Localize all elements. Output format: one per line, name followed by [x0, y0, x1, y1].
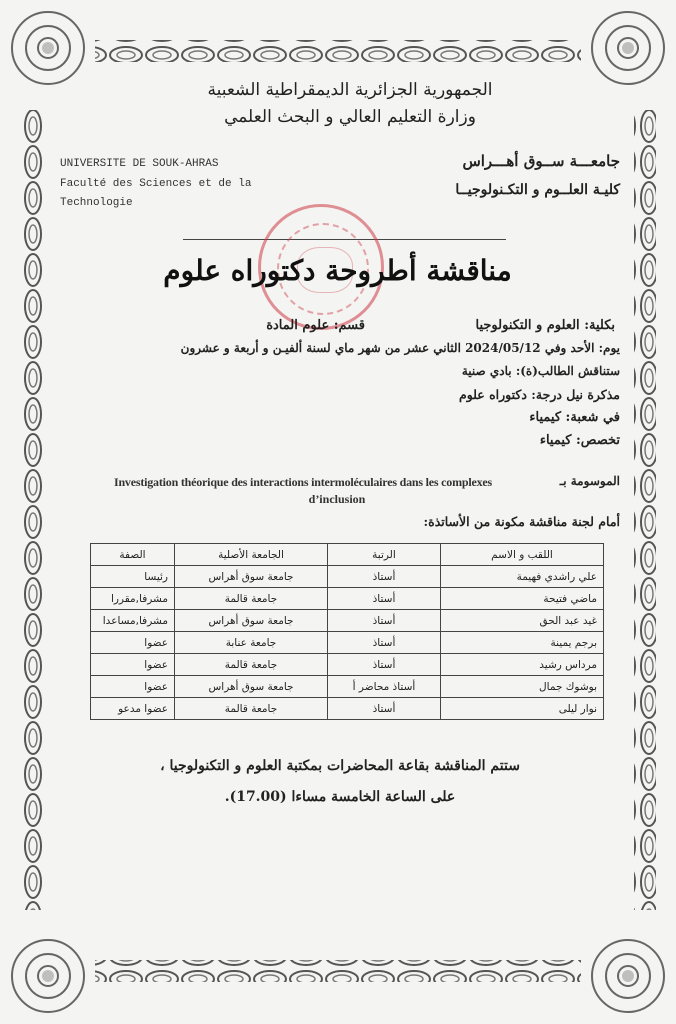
degree-line: مذكرة نيل درجة: دكتوراه علوم: [458, 387, 620, 402]
specialty-line: تخصص: كيمياء: [539, 433, 620, 448]
member-role: رئيسا: [91, 566, 175, 588]
table-header-row: [91, 544, 604, 566]
faculty-name-fr-line1: Faculté des Sciences et de la: [60, 178, 252, 190]
table-row: [91, 654, 604, 676]
member-university: جامعة سوق أهراس: [175, 610, 328, 632]
member-name: علي راشدي فهيمة: [441, 566, 604, 588]
thesis-title-line2: d’inclusion: [308, 492, 366, 506]
member-name: مرداس رشيد: [441, 654, 604, 676]
table-row: [91, 698, 604, 720]
member-role: عضوا: [91, 676, 175, 698]
member-rank: أستاذ: [328, 632, 441, 654]
faculty-name-fr-line2: Technologie: [60, 197, 133, 209]
table-row: [91, 676, 604, 698]
faculty-line: بكلية: العلوم و التكنولوجيا: [475, 318, 615, 333]
member-name: نوار ليلى: [441, 698, 604, 720]
member-name: غيد عبد الحق: [441, 610, 604, 632]
table-row: [91, 588, 604, 610]
member-university: جامعة قالمة: [175, 654, 328, 676]
page-title: مناقشة أطروحة دكتوراه علوم: [163, 254, 512, 287]
member-role: عضوا: [91, 654, 175, 676]
member-name: برجم يمينة: [441, 632, 604, 654]
university-name-ar: جامعـــة ســوق أهـــراس: [462, 152, 620, 170]
time-line: على الساعة الخامسة مساءا (17.00).: [224, 789, 456, 805]
member-name: بوشوك جمال: [441, 676, 604, 698]
ministry-heading: وزارة التعليم العالي و البحث العلمي: [224, 107, 476, 127]
candidate-line: ستناقش الطالب(ة): بادي صنية: [461, 364, 620, 378]
member-university: جامعة سوق أهراس: [175, 676, 328, 698]
member-rank: أستاذ: [328, 698, 441, 720]
header-name: اللقب و الاسم: [441, 544, 604, 566]
member-role: عضوا مدعو: [91, 698, 175, 720]
member-rank: أستاذ: [328, 610, 441, 632]
header-role: الصفة: [91, 544, 175, 566]
table-row: [91, 632, 604, 654]
faculty-name-ar: كليـة العلــوم و التكـنولوجيــا: [455, 182, 620, 198]
member-university: جامعة قالمة: [175, 698, 328, 720]
venue-line: ستتم المناقشة بقاعة المحاضرات بمكتبة العلوم و التكنولوجيا ،: [160, 758, 520, 774]
member-university: جامعة سوق أهراس: [175, 566, 328, 588]
committee-table: [90, 543, 604, 720]
member-role: عضوا: [91, 632, 175, 654]
table-row: [91, 566, 604, 588]
member-rank: أستاذ: [328, 588, 441, 610]
member-role: مشرفا,مقررا: [91, 588, 175, 610]
member-rank: أستاذ: [328, 566, 441, 588]
member-university: جامعة قالمة: [175, 588, 328, 610]
header-rank: الرتبة: [328, 544, 441, 566]
member-rank: أستاذ: [328, 654, 441, 676]
committee-intro: أمام لجنة مناقشة مكونة من الأساتذة:: [423, 514, 620, 529]
department-line: قسم: علوم المادة: [266, 318, 365, 333]
university-name-fr: UNIVERSITE DE SOUK-AHRAS: [60, 158, 219, 170]
member-rank: أستاذ محاضر أ: [328, 676, 441, 698]
member-role: مشرفا,مساعدا: [91, 610, 175, 632]
member-name: ماضي فتيحة: [441, 588, 604, 610]
republic-heading: الجمهورية الجزائرية الديمقراطية الشعبية: [207, 80, 493, 100]
header-university: الجامعة الأصلية: [175, 544, 328, 566]
defense-date-line: يوم: الأحد وفي 2024/05/12 الثاني عشر من شهر ماي لسنة ألفيـن و أربعة و عشرون: [180, 341, 620, 355]
branch-line: في شعبة: كيمياء: [529, 410, 620, 425]
thesis-label: الموسومة بـ: [559, 474, 620, 488]
table-row: [91, 610, 604, 632]
thesis-title-line1: Investigation théorique des interactions intermoléculaires dans les complexes: [113, 475, 493, 489]
member-university: جامعة عنابة: [175, 632, 328, 654]
